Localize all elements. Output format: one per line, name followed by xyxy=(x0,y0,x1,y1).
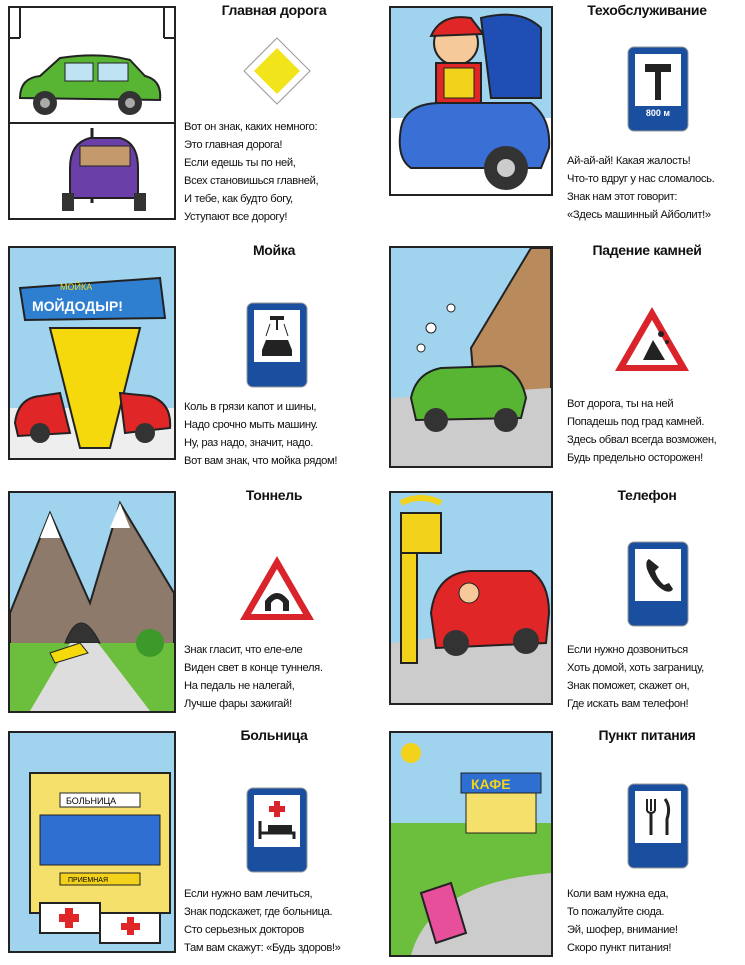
poem-line: Знак поможет, скажет он, xyxy=(567,680,690,692)
poem-line: Знак подскажет, где больница. xyxy=(184,906,333,918)
tunnel-sign-icon xyxy=(238,553,316,623)
mountain-tunnel-illustration xyxy=(10,493,174,711)
illustration-hospital xyxy=(8,731,176,953)
poem xyxy=(567,152,745,224)
poem-line: И тебе, как будто богу, xyxy=(184,193,293,205)
poem-line: Хоть домой, хоть заграницу, xyxy=(567,662,704,674)
card-title: Тоннель xyxy=(245,487,303,503)
poem-line: Коли вам нужна еда, xyxy=(567,888,669,900)
poem xyxy=(567,641,745,713)
card-title: Мойка xyxy=(252,242,296,258)
poem-line: Ну, раз надо, значит, надо. xyxy=(184,437,313,449)
picture-label: МОЙДОДЫР! xyxy=(32,298,123,314)
poem-line: Уступают все дорогу! xyxy=(184,211,288,223)
mechanic-fixing-car-illustration xyxy=(391,8,551,194)
hospital-sign-icon xyxy=(246,787,308,873)
poem-line: «Здесь машинный Айболит!» xyxy=(567,209,711,221)
card-telephone xyxy=(373,485,745,725)
card-title: Падение камней xyxy=(592,242,702,258)
poem-line: Скоро пункт питания! xyxy=(567,942,672,954)
poem xyxy=(184,641,370,713)
poem-line: Надо срочно мыть машину. xyxy=(184,419,318,431)
illustration-car-wash xyxy=(8,246,176,460)
poem-line: Попадешь под град камней. xyxy=(567,416,705,428)
poem-line: Эй, шофер, внимание! xyxy=(567,924,678,936)
poem-line: Будь предельно осторожен! xyxy=(567,452,703,464)
poem-line: Где искать вам телефон! xyxy=(567,698,689,710)
poem xyxy=(184,885,370,957)
hospital-building-illustration xyxy=(10,733,174,951)
card-food-point xyxy=(373,725,745,965)
card-title: Главная дорога xyxy=(221,2,327,18)
card-car-wash xyxy=(0,240,372,480)
card-main-road xyxy=(0,0,372,240)
poem-line: Если нужно вам лечиться, xyxy=(184,888,313,900)
poem-line: Сто серьезных докторов xyxy=(184,924,304,936)
telephone-sign-icon xyxy=(627,541,689,627)
distance-label: 800 м xyxy=(645,108,671,118)
poem xyxy=(567,885,745,957)
poem-line: Что-то вдруг у нас сломалось. xyxy=(567,173,715,185)
picture-label: МОЙКА xyxy=(60,282,93,292)
poem-line: Вот он знак, каких немного: xyxy=(184,121,318,133)
roadside-cafe-illustration xyxy=(391,733,551,955)
card-title: Техобслуживание xyxy=(587,2,707,18)
poem-line: Это главная дорога! xyxy=(184,139,283,151)
card-title: Больница xyxy=(240,727,308,743)
illustration-main-road xyxy=(8,6,176,220)
poem-line: Здесь обвал всегда возможен, xyxy=(567,434,717,446)
poem-line: Виден свет в конце туннеля. xyxy=(184,662,323,674)
poem-line: На педаль не налегай, xyxy=(184,680,295,692)
card-title: Пункт питания xyxy=(598,727,696,743)
rockfall-road-illustration xyxy=(391,248,551,466)
card-title: Телефон xyxy=(617,487,677,503)
priority-road-sign-icon xyxy=(242,36,312,106)
card-hospital xyxy=(0,725,372,965)
service-station-sign-icon xyxy=(627,46,689,132)
poem-line: Коль в грязи капот и шины, xyxy=(184,401,317,413)
card-tunnel xyxy=(0,485,372,725)
poem-line: То пожалуйте сюда. xyxy=(567,906,665,918)
car-by-phone-booth-illustration xyxy=(391,493,551,703)
falling-rocks-sign-icon xyxy=(613,304,691,374)
poem-line: Вот вам знак, что мойка рядом! xyxy=(184,455,338,467)
poem-line: Ай-ай-ай! Какая жалость! xyxy=(567,155,691,167)
poem-line: Если нужно дозвониться xyxy=(567,644,688,656)
car-wash-sign-icon xyxy=(246,302,308,388)
poem-line: Вот дорога, ты на ней xyxy=(567,398,674,410)
poem-line: Знак нам этот говорит: xyxy=(567,191,678,203)
card-falling-rocks xyxy=(373,240,745,480)
picture-label: БОЛЬНИЦА xyxy=(66,796,117,806)
poem xyxy=(184,118,370,226)
poem xyxy=(184,398,370,470)
poem xyxy=(567,395,745,467)
illustration-telephone xyxy=(389,491,553,705)
card-service xyxy=(373,0,745,240)
cars-at-intersection-illustration xyxy=(10,8,174,218)
illustration-service xyxy=(389,6,553,196)
poem-line: Знак гласит, что еле-еле xyxy=(184,644,303,656)
food-point-sign-icon xyxy=(627,783,689,869)
picture-label: ПРИЕМНАЯ xyxy=(68,877,109,884)
poem-line: Там вам скажут: «Будь здоров!» xyxy=(184,942,341,954)
illustration-food-point xyxy=(389,731,553,957)
poem-line: Если едешь ты по ней, xyxy=(184,157,296,169)
car-wash-illustration xyxy=(10,248,174,458)
picture-label: КАФЕ xyxy=(471,776,511,792)
illustration-tunnel xyxy=(8,491,176,713)
poem-line: Всех становишься главней, xyxy=(184,175,319,187)
illustration-falling-rocks xyxy=(389,246,553,468)
poem-line: Лучше фары зажигай! xyxy=(184,698,292,710)
